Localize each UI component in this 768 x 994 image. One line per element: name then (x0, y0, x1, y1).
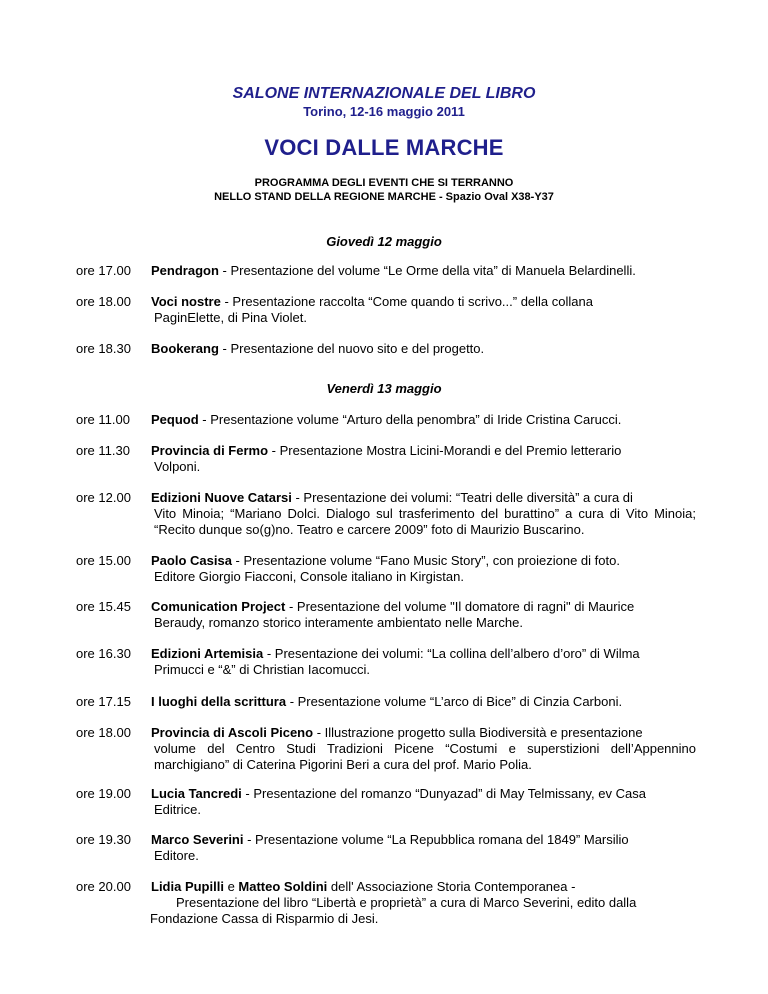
event-description: - Presentazione raccolta “Come quando ti scrivo...” della collana (220, 294, 593, 309)
event-description: - Presentazione volume “L’arco di Bice” di Cinzia Carboni. (286, 694, 623, 709)
event-time: ore 18.30 (76, 341, 131, 356)
event-time: ore 15.45 (76, 599, 131, 614)
event-organizer: Lucia Tancredi (151, 786, 242, 801)
event-time: ore 11.30 (76, 443, 130, 458)
event-time: ore 15.00 (76, 553, 131, 568)
event-time: ore 20.00 (76, 879, 131, 894)
event-organizer: Paolo Casisa (151, 553, 232, 568)
event-title: SALONE INTERNAZIONALE DEL LIBRO (232, 85, 536, 102)
event-organizer: Edizioni Nuove Catarsi (151, 490, 292, 505)
event-description: dell' Associazione Storia Contemporanea - (327, 879, 576, 894)
event-time: ore 16.30 (76, 646, 131, 661)
event-organizer: I luoghi della scrittura (151, 694, 287, 709)
event-organizer: Provincia di Fermo (151, 443, 269, 458)
event-description: - Presentazione del nuovo sito e del progetto. (218, 341, 485, 356)
event-organizer: Comunication Project (151, 599, 286, 614)
event-description-cont: Editrice. (154, 802, 201, 817)
main-title: VOCI DALLE MARCHE (264, 135, 504, 160)
event-description-cont: Beraudy, romanzo storico interamente ambientato nelle Marche. (154, 615, 524, 630)
event-description: - Presentazione del volume "Il domatore di ragni" di Maurice (285, 599, 635, 614)
event-organizer: Voci nostre (151, 294, 221, 309)
day-heading-thursday: Giovedì 12 maggio (326, 234, 442, 249)
event-description-cont: volume del Centro Studi Tradizioni Picene “Costumi e superstizioni dell’Appennino marchigiano” di Caterina Pigorini Beri a cura del prof. Mario Polia. (154, 741, 696, 772)
event-description-cont-2: Fondazione Cassa di Risparmio di Jesi. (150, 911, 379, 926)
event-organizer: Pendragon (151, 263, 219, 278)
event-description: - Illustrazione progetto sulla Biodiversità e presentazione (313, 725, 643, 740)
event-description: - Presentazione Mostra Licini-Morandi e del Premio letterario (268, 443, 622, 458)
event-organizer: Pequod (151, 412, 199, 427)
event-time: ore 11.00 (76, 412, 130, 427)
event-organizer: Edizioni Artemisia (151, 646, 264, 661)
event-organizer: Marco Severini (151, 832, 244, 847)
program-heading-line1: PROGRAMMA DEGLI EVENTI CHE SI TERRANNO (254, 177, 514, 189)
event-description: - Presentazione dei volumi: “Teatri delle diversità” a cura di (291, 490, 633, 505)
event-description: - Presentazione dei volumi: “La collina dell’albero d’oro” di Wilma (263, 646, 640, 661)
event-description: - Presentazione del romanzo “Dunyazad” di May Telmissany, ev Casa (241, 786, 646, 801)
event-time: ore 12.00 (76, 490, 131, 505)
event-description: - Presentazione volume “La Repubblica romana del 1849” Marsilio (243, 832, 629, 847)
event-organizer-2: Matteo Soldini (238, 879, 328, 894)
event-dates: Torino, 12-16 maggio 2011 (303, 104, 465, 119)
event-organizer: Lidia Pupilli (151, 879, 224, 894)
event-time: ore 17.00 (76, 263, 131, 278)
event-organizer: Bookerang (151, 341, 219, 356)
event-description: - Presentazione del volume “Le Orme della vita” di Manuela Belardinelli. (218, 263, 636, 278)
event-description-cont: Presentazione del libro “Libertà e proprietà” a cura di Marco Severini, edito dalla (176, 895, 637, 910)
event-description-cont: Primucci e “&” di Christian Iacomucci. (154, 662, 370, 677)
event-time: ore 19.00 (76, 786, 131, 801)
event-time: ore 18.00 (76, 294, 131, 309)
event-description-cont: Volponi. (154, 459, 201, 474)
day-heading-friday: Venerdì 13 maggio (326, 381, 442, 396)
event-description: - Presentazione volume “Fano Music Story”, con proiezione di foto. (231, 553, 620, 568)
event-conjunction: e (223, 879, 239, 894)
program-heading-line2: NELLO STAND DELLA REGIONE MARCHE - Spazio Oval X38-Y37 (214, 191, 554, 203)
event-description-cont: Editore. (154, 848, 199, 863)
event-time: ore 18.00 (76, 725, 131, 740)
event-description-cont: PaginElette, di Pina Violet. (154, 310, 307, 325)
event-description-cont: Vito Minoia; “Mariano Dolci. Dialogo sul trasferimento del burattino” a cura di Vito Minoia; “Recito dunque so(g)no. Teatro e carcere 2009” foto di Maurizio Buscarino. (154, 506, 696, 537)
event-description-cont: Editore Giorgio Fiacconi, Console italiano in Kirgistan. (154, 569, 464, 584)
event-time: ore 17.15 (76, 694, 131, 709)
event-description: - Presentazione volume “Arturo della penombra” di Iride Cristina Carucci. (198, 412, 622, 427)
event-time: ore 19.30 (76, 832, 131, 847)
event-organizer: Provincia di Ascoli Piceno (151, 725, 314, 740)
